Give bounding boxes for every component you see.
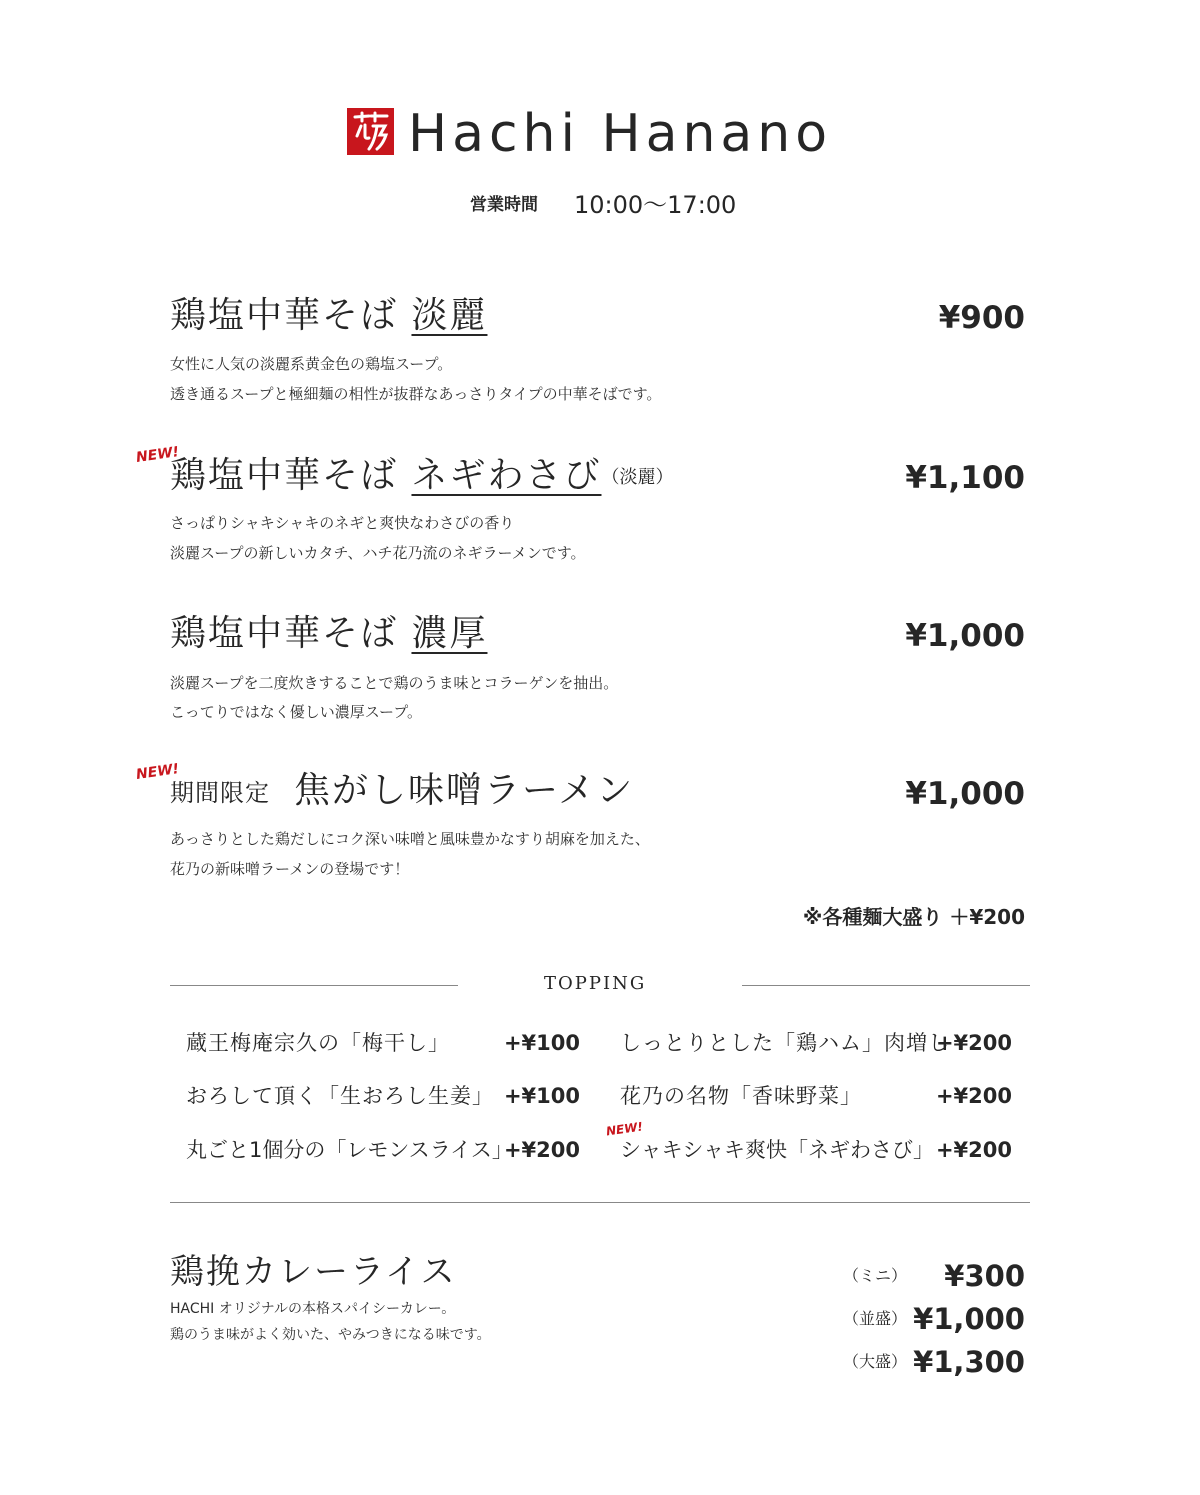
menu-item-title-variant: ネギわさび	[411, 455, 602, 496]
menu-item-description: 淡麗スープを二度炊きすることで鶏のうま味とコラーゲンを抽出。	[170, 674, 619, 692]
menu-item-title	[170, 612, 487, 656]
new-badge: NEW!	[135, 761, 181, 783]
new-badge: NEW!	[135, 444, 181, 466]
menu-item-price: ¥1,100	[905, 460, 1025, 496]
curry-size-label: （大盛）	[843, 1352, 908, 1371]
divider	[170, 985, 458, 986]
curry-title: 鶏挽カレーライス	[170, 1252, 457, 1292]
curry-size-label: （並盛）	[843, 1309, 908, 1328]
menu-item-description: こってりではなく優しい濃厚スープ。	[170, 703, 423, 721]
topping-name: しっとりとした「鶏ハム」肉増し	[620, 1031, 950, 1055]
topping-name: おろして頂く「生おろし生姜」	[186, 1084, 494, 1108]
topping-name: シャキシャキ爽快「ネギわさび」	[620, 1138, 934, 1162]
topping-name: 花乃の名物「香味野菜」	[620, 1084, 862, 1108]
menu-item-title-main: 焦がし味噌ラーメン	[294, 770, 635, 811]
divider	[170, 1202, 1030, 1203]
menu-item-price: ¥900	[938, 300, 1025, 336]
curry-size-price: ¥300	[944, 1259, 1025, 1293]
menu-item-description: 女性に人気の淡麗系黄金色の鶏塩スープ。	[170, 355, 453, 373]
menu-item-title-base: 鶏塩中華そば	[170, 295, 399, 336]
curry-description: HACHI オリジナルの本格スパイシーカレー。	[170, 1301, 456, 1317]
menu-item-title	[170, 769, 634, 815]
topping-price: +¥200	[935, 1031, 1012, 1055]
menu-item-title-base: 鶏塩中華そば	[170, 455, 399, 496]
limited-time-label: 期間限定	[170, 779, 270, 807]
menu-item-description: 花乃の新味噌ラーメンの登場です！	[170, 860, 410, 878]
topping-price: +¥200	[935, 1084, 1012, 1108]
menu-item-title-variant: 濃厚	[411, 613, 488, 654]
menu-item-description: あっさりとした鶏だしにコク深い味噌と風味豊かなすり胡麻を加えた、	[170, 830, 650, 848]
topping-price: +¥100	[503, 1084, 580, 1108]
brand-name: Hachi Hanano	[408, 104, 833, 164]
new-badge: NEW!	[605, 1119, 644, 1139]
curry-size-price: ¥1,000	[913, 1302, 1025, 1336]
topping-price: +¥200	[935, 1138, 1012, 1162]
menu-item-price: ¥1,000	[905, 618, 1025, 654]
curry-description: 鶏のうま味がよく効いた、やみつきになる味です。	[170, 1327, 491, 1343]
menu-item-title-base: 鶏塩中華そば	[170, 613, 399, 654]
extra-noodles-note: ※各種麺大盛り ＋¥200	[802, 905, 1025, 929]
menu-item-title-variant: 淡麗	[411, 295, 488, 336]
hanano-seal-logo-icon	[347, 108, 394, 155]
menu-item-description: 淡麗スープの新しいカタチ、ハチ花乃流のネギラーメンです。	[170, 544, 586, 562]
topping-price: +¥200	[503, 1138, 580, 1162]
menu-item-description: さっぱりシャキシャキのネギと爽快なわさびの香り	[170, 514, 515, 532]
menu-item-price: ¥1,000	[905, 776, 1025, 812]
topping-price: +¥100	[503, 1031, 580, 1055]
curry-size-price: ¥1,300	[913, 1345, 1025, 1379]
menu-item-description: 透き通るスープと極細麺の相性が抜群なあっさりタイプの中華そばです。	[170, 385, 662, 403]
menu-item-title-note: （淡麗）	[601, 467, 674, 488]
menu-item-title	[170, 294, 487, 338]
divider	[742, 985, 1030, 986]
logo-seal	[347, 108, 394, 155]
topping-name: 蔵王梅庵宗久の「梅干し」	[186, 1031, 450, 1055]
topping-name: 丸ごと1個分の「レモンスライス」	[186, 1138, 513, 1162]
curry-size-label: （ミニ）	[843, 1266, 908, 1285]
topping-title: TOPPING	[544, 973, 647, 994]
business-hours-label: 営業時間	[470, 195, 538, 215]
business-hours-value: 10:00〜17:00	[574, 191, 737, 219]
menu-item-title	[170, 454, 673, 500]
